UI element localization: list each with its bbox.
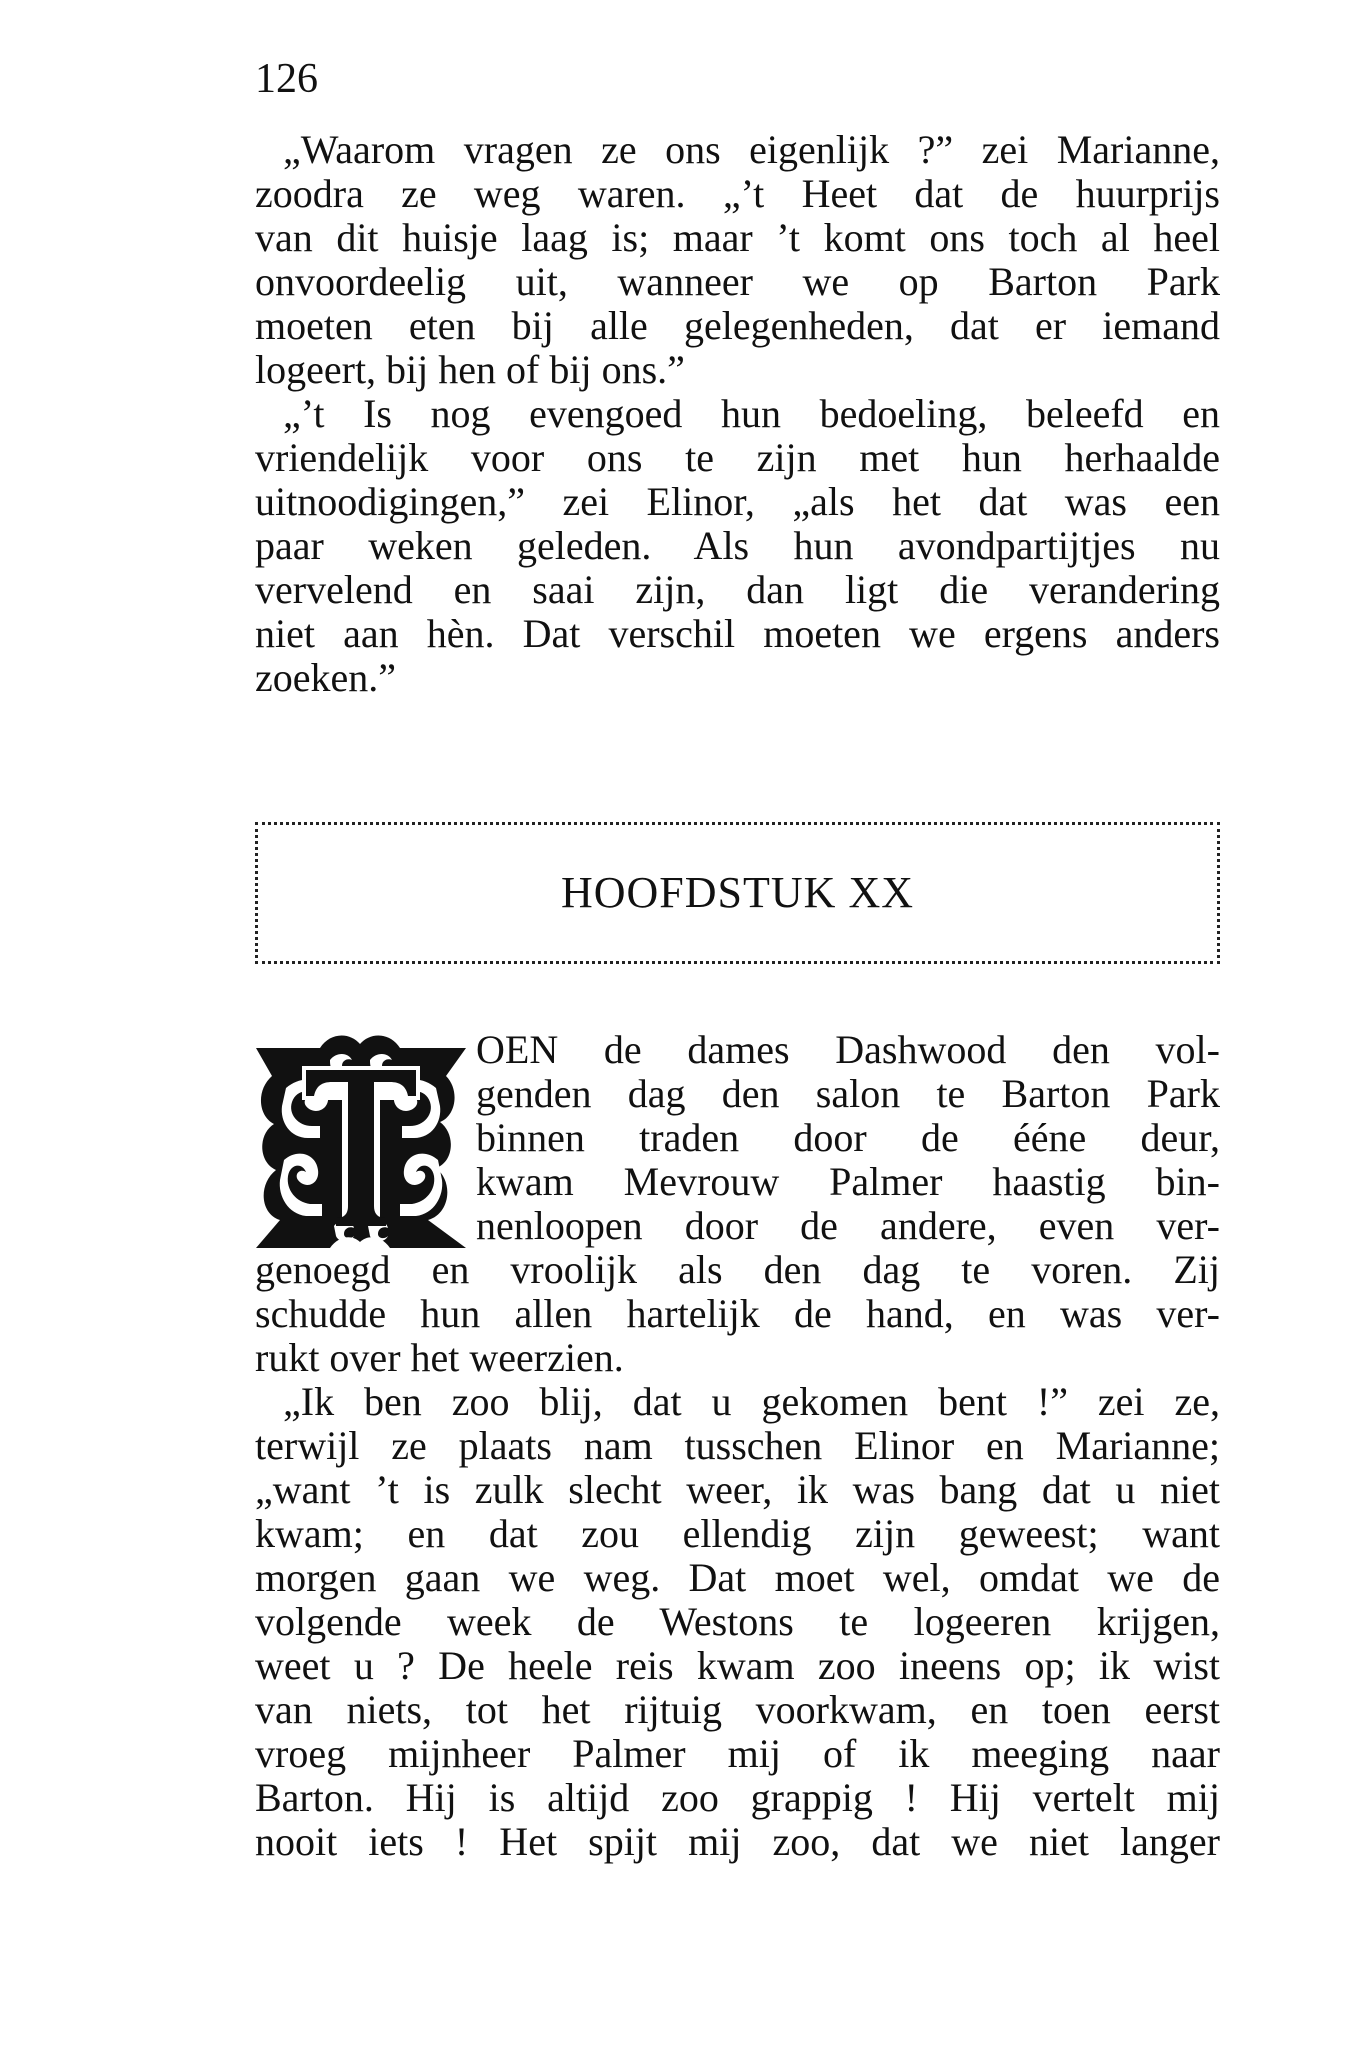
text-line: rukt over het weerzien.: [255, 1335, 624, 1380]
text-line: moeten eten bij alle gelegenheden, dat er iemand: [255, 303, 1220, 348]
text-line: onvoordeelig uit, wanneer we op Barton Park: [255, 259, 1220, 304]
text-line: weet u ? De heele reis kwam zoo ineens op; ik wist: [255, 1643, 1220, 1688]
text-line: morgen gaan we weg. Dat moet wel, omdat we de: [255, 1555, 1220, 1600]
chapter-heading-box: [255, 822, 1220, 964]
page-number: 126: [255, 56, 318, 102]
text-line: „’t Is nog evengoed hun bedoeling, beleefd en: [283, 391, 1220, 436]
text-line: niet aan hèn. Dat verschil moeten we ergens anders: [255, 611, 1220, 656]
text-line: kwam Mevrouw Palmer haastig bin-: [476, 1159, 1220, 1204]
text-line: vervelend en saai zijn, dan ligt die verandering: [255, 567, 1220, 612]
text-line: binnen traden door de ééne deur,: [476, 1115, 1220, 1160]
text-line: genden dag den salon te Barton Park: [476, 1071, 1220, 1116]
text-line: uitnoodigingen,” zei Elinor, „als het dat was een: [255, 479, 1220, 524]
text-line: nooit iets ! Het spijt mij zoo, dat we niet langer: [255, 1819, 1220, 1864]
text-line: vroeg mijnheer Palmer mij of ik meeging naar: [255, 1731, 1220, 1776]
text-line: nenloopen door de andere, even ver-: [476, 1203, 1220, 1248]
text-line: zoodra ze weg waren. „’t Heet dat de huurprijs: [255, 171, 1220, 216]
text-line: „Ik ben zoo blij, dat u gekomen bent !” zei ze,: [283, 1379, 1220, 1424]
text-line: kwam; en dat zou ellendig zijn geweest; want: [255, 1511, 1220, 1556]
text-line: „Waarom vragen ze ons eigenlijk ?” zei Marianne,: [283, 127, 1220, 172]
dropcap-t-ornament: [250, 1030, 472, 1252]
text-line: van dit huisje laag is; maar ’t komt ons toch al heel: [255, 215, 1220, 260]
text-line: vriendelijk voor ons te zijn met hun herhaalde: [255, 435, 1220, 480]
text-line: paar weken geleden. Als hun avondpartijtjes nu: [255, 523, 1220, 568]
text-line: Barton. Hij is altijd zoo grappig ! Hij vertelt mij: [255, 1775, 1220, 1820]
text-line: schudde hun allen hartelijk de hand, en was ver-: [255, 1291, 1220, 1336]
text-line: volgende week de Westons te logeeren krijgen,: [255, 1599, 1220, 1644]
chapter-title: HOOFDSTUK XX: [560, 868, 915, 917]
text-line: zoeken.”: [255, 655, 397, 700]
text-line: van niets, tot het rijtuig voorkwam, en toen eerst: [255, 1687, 1220, 1732]
text-line: OEN de dames Dashwood den vol-: [476, 1027, 1220, 1072]
text-line: genoegd en vroolijk als den dag te voren. Zij: [255, 1247, 1220, 1292]
text-line: logeert, bij hen of bij ons.”: [255, 347, 685, 392]
text-line: terwijl ze plaats nam tusschen Elinor en Marianne;: [255, 1423, 1220, 1468]
text-line: „want ’t is zulk slecht weer, ik was bang dat u niet: [255, 1467, 1220, 1512]
